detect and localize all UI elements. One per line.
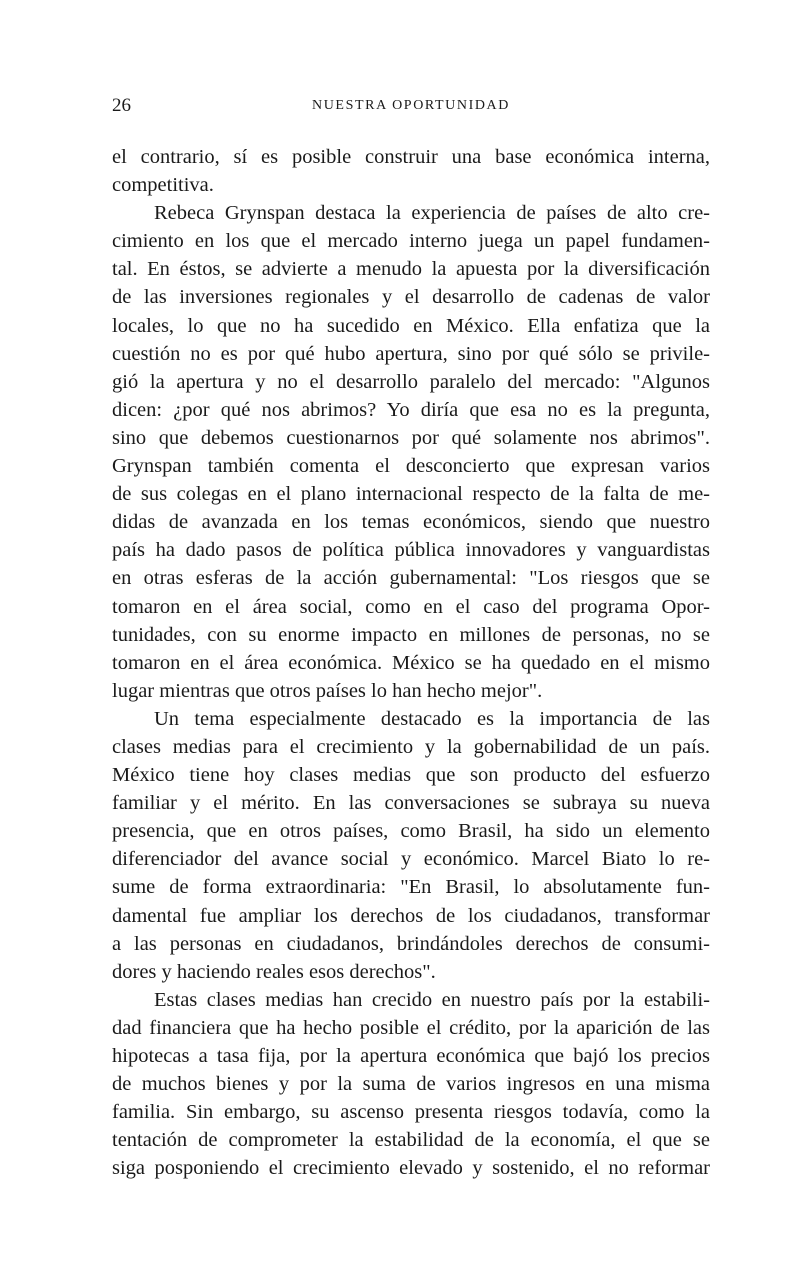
text-line: gió la apertura y no el desarrollo paralelo del mercado: "Algunos (112, 370, 710, 393)
text-line: lugar mientras que otros países lo han hecho mejor". (112, 679, 543, 702)
text-line: de muchos bienes y por la suma de varios ingresos en una misma (112, 1073, 710, 1096)
text-line: a las personas en ciudadanos, brindándoles derechos de consumi- (112, 932, 710, 955)
text-line: tentación de comprometer la estabilidad de la economía, el que se (112, 1129, 710, 1152)
text-line: didas de avanzada en los temas económicos, siendo que nuestro (112, 511, 710, 534)
text-line: de las inversiones regionales y el desarrollo de cadenas de valor (112, 286, 710, 309)
text-line: sume de forma extraordinaria: "En Brasil, lo absolutamente fun- (112, 876, 710, 899)
text-line: familia. Sin embargo, su ascenso presenta riesgos todavía, como la (112, 1101, 710, 1124)
text-line: presencia, que en otros países, como Brasil, ha sido un elemento (112, 820, 710, 843)
text-line: locales, lo que no ha sucedido en México. Ella enfatiza que la (112, 314, 710, 337)
text-line: diferenciador del avance social y económico. Marcel Biato lo re- (112, 848, 710, 871)
text-line: siga posponiendo el crecimiento elevado y sostenido, el no reformar (112, 1157, 710, 1180)
page-header (112, 93, 710, 119)
page-number: 26 (112, 95, 131, 116)
text-line: dicen: ¿por qué nos abrimos? Yo diría que esa no es la pregunta, (112, 398, 710, 421)
text-line: México tiene hoy clases medias que son producto del esfuerzo (112, 764, 710, 787)
text-line: competitiva. (112, 174, 214, 197)
text-line: cuestión no es por qué hubo apertura, sino por qué sólo se privile- (112, 342, 710, 365)
body-text (112, 143, 710, 1182)
text-line: tomaron en el área social, como en el caso del programa Opor- (112, 595, 710, 618)
text-line: clases medias para el crecimiento y la gobernabilidad de un país. (112, 735, 710, 758)
text-line: Estas clases medias han crecido en nuestro país por la estabili- (154, 988, 710, 1011)
text-line: dad financiera que ha hecho posible el crédito, por la aparición de las (112, 1016, 710, 1039)
text-line: Grynspan también comenta el desconcierto que expresan varios (112, 455, 710, 478)
text-line: hipotecas a tasa fija, por la apertura económica que bajó los precios (112, 1045, 710, 1067)
text-line: de sus colegas en el plano internacional respecto de la falta de me- (112, 483, 710, 506)
text-line: familiar y el mérito. En las conversaciones se subraya su nueva (112, 792, 710, 815)
text-line: tal. En éstos, se advierte a menudo la apuesta por la diversificación (112, 258, 710, 281)
text-line: en otras esferas de la acción gubernamental: "Los riesgos que se (112, 567, 710, 590)
running-head: NUESTRA OPORTUNIDAD (312, 98, 510, 113)
text-line: el contrario, sí es posible construir una base económica interna, (112, 146, 710, 168)
text-line: Rebeca Grynspan destaca la experiencia de países de alto cre- (154, 202, 710, 225)
text-line: país ha dado pasos de política pública innovadores y vanguardistas (112, 539, 710, 562)
text-line: Un tema especialmente destacado es la importancia de las (154, 707, 710, 730)
text-line: dores y haciendo reales esos derechos". (112, 960, 436, 983)
text-line: cimiento en los que el mercado interno juega un papel fundamen- (112, 230, 710, 253)
text-line: tunidades, con su enorme impacto en millones de personas, no se (112, 623, 710, 646)
text-line: tomaron en el área económica. México se ha quedado en el mismo (112, 651, 710, 674)
text-line: sino que debemos cuestionarnos por qué solamente nos abrimos". (112, 426, 710, 449)
text-line: damental fue ampliar los derechos de los ciudadanos, transformar (112, 904, 710, 927)
